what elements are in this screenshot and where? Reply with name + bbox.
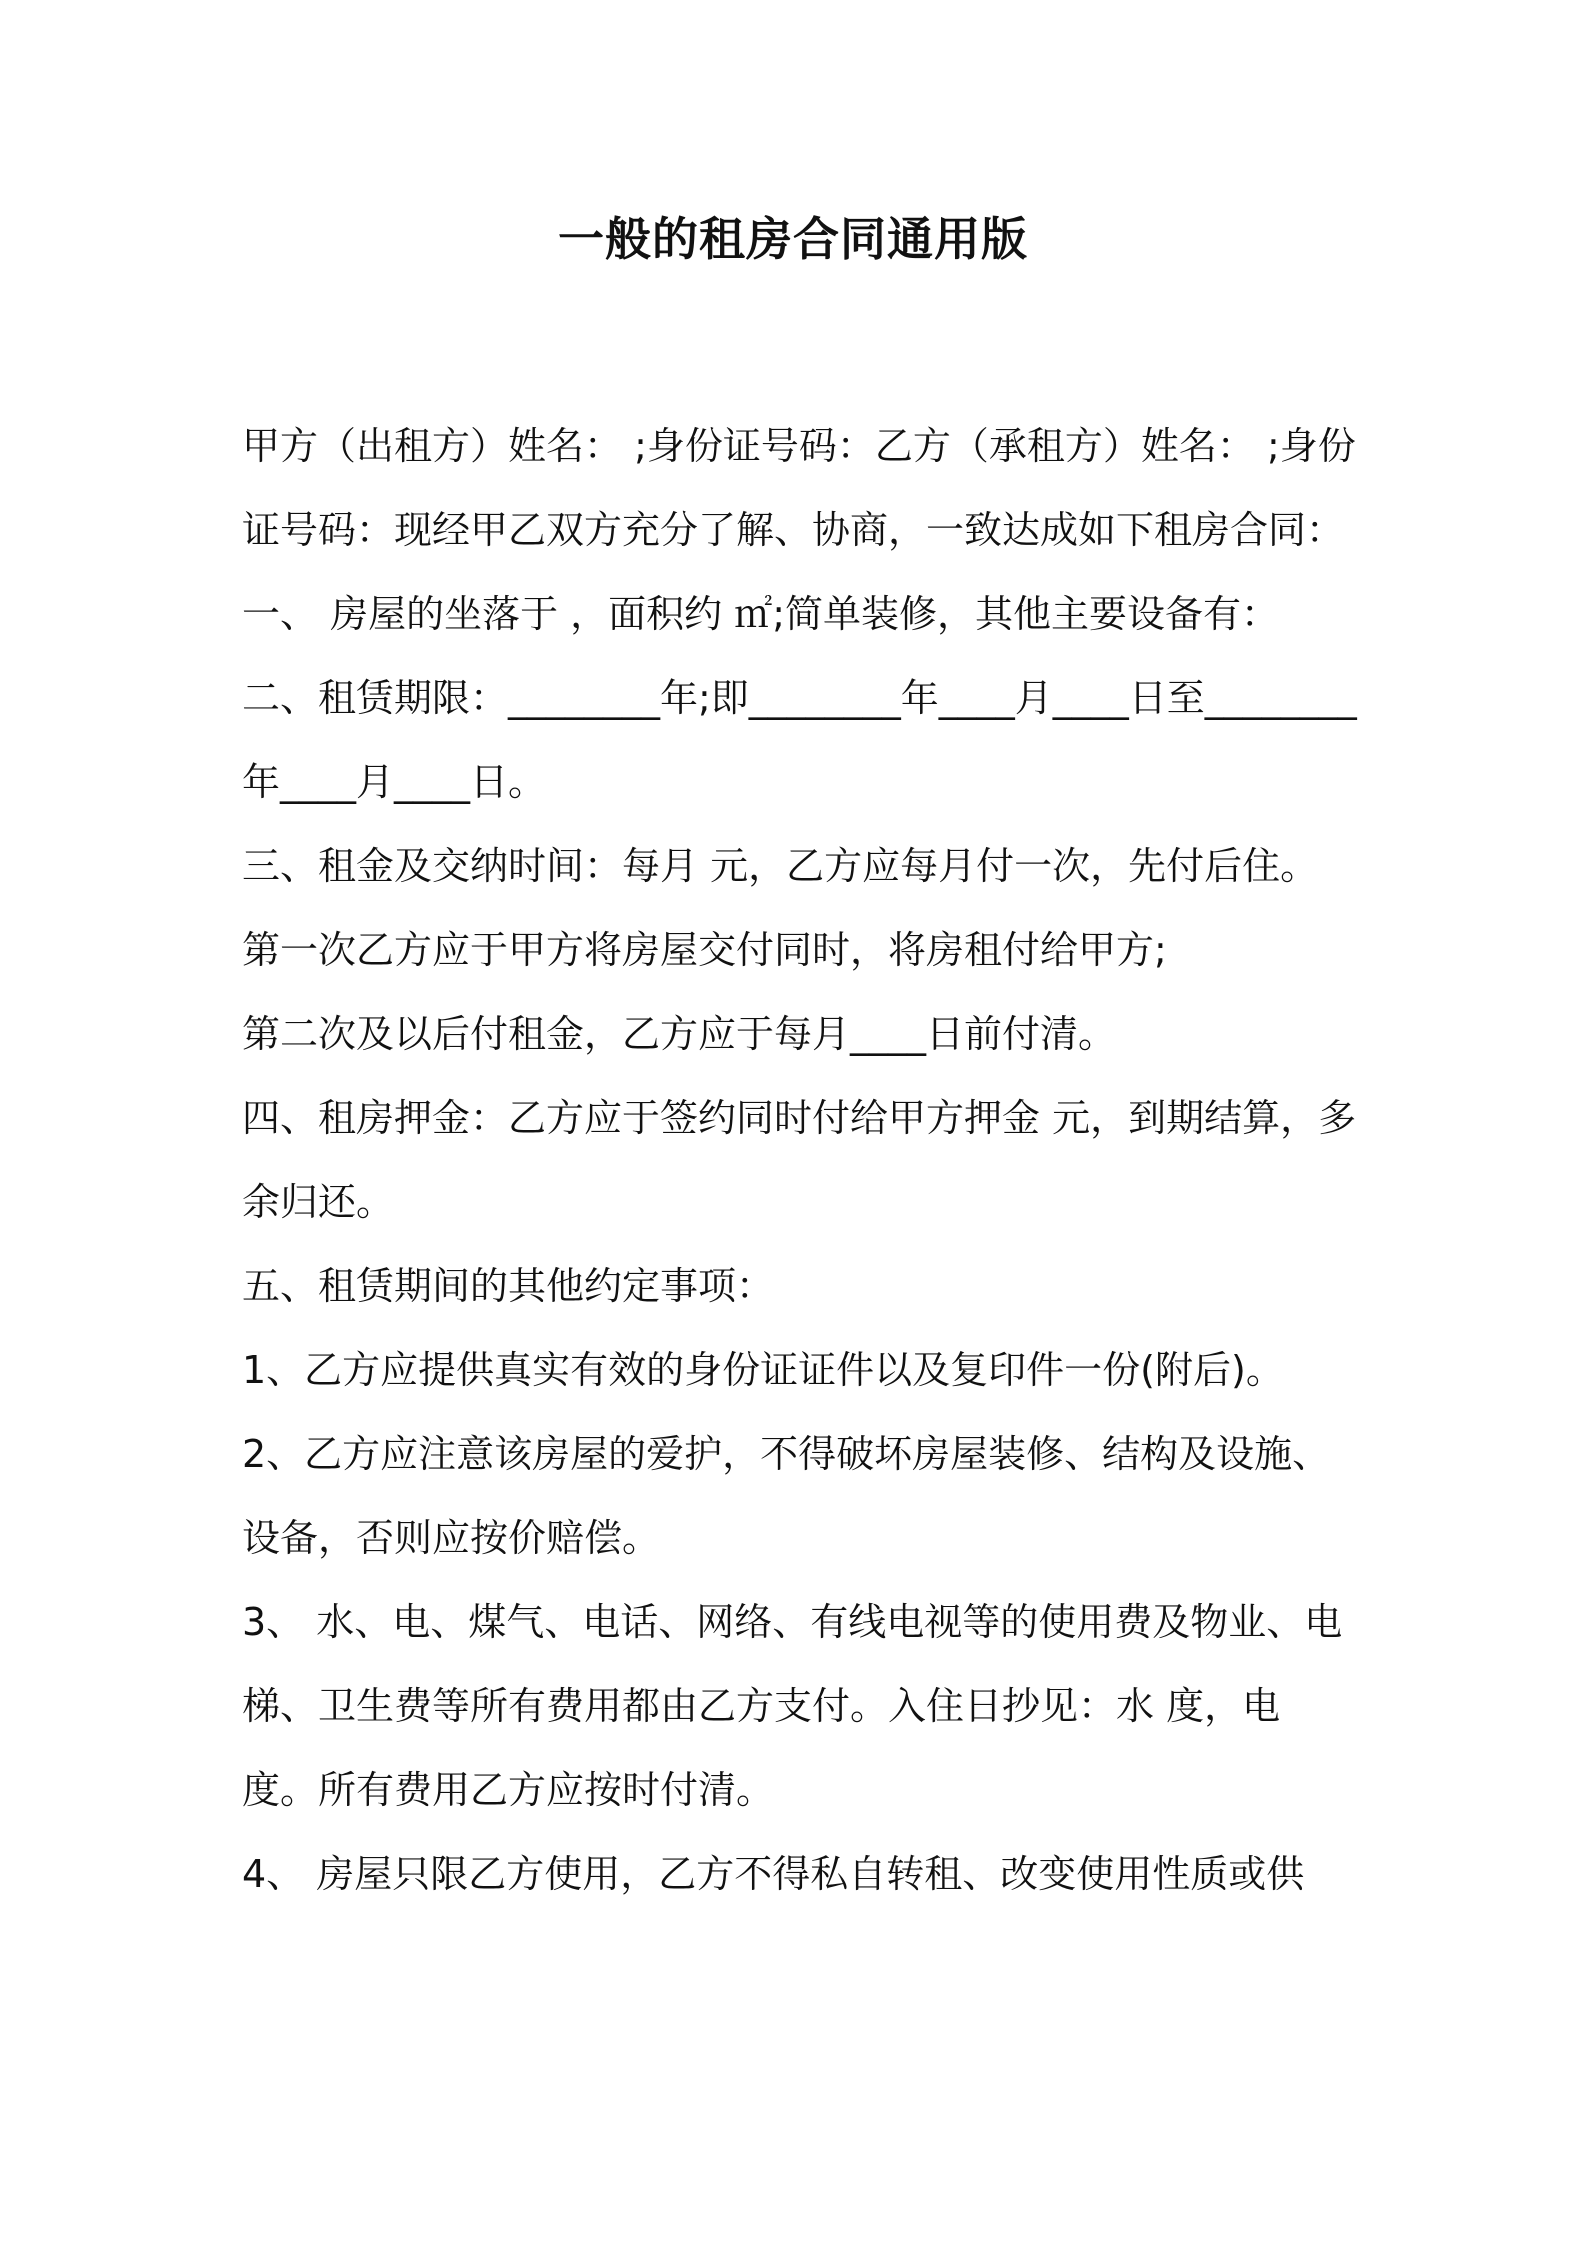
paragraph-clause-4-deposit: 四、租房押金：乙方应于签约同时付给甲方押金 元，到期结算，多余归还。 [242,1096,1357,1224]
paragraph-item-4-use: 4、 房屋只限乙方使用，乙方不得私自转租、改变使用性质或供 [242,1852,1305,1896]
document-body [242,404,1362,1916]
paragraph-clause-2-term: 二、租赁期限：________年;即________年____月____日至________年____月____日。 [242,676,1357,804]
paragraph-item-2-care: 2、乙方应注意该房屋的爱护，不得破坏房屋装修、结构及设施、设备，否则应按价赔偿。 [242,1432,1331,1560]
document-title: 一般的租房合同通用版 [558,212,1028,266]
paragraph-clause-5-heading: 五、租赁期间的其他约定事项： [242,1264,775,1308]
paragraph-clause-1-location: 一、 房屋的坐落于 ，面积约 ㎡;简单装修，其他主要设备有： [242,592,1280,636]
paragraph-clause-3-rent: 三、租金及交纳时间：每月 元，乙方应每月付一次，先付后住。 [242,844,1319,888]
paragraph-item-1-id: 1、乙方应提供真实有效的身份证证件以及复印件一份(附后)。 [242,1348,1284,1392]
paragraph-item-3-fees: 3、 水、电、煤气、电话、网络、有线电视等的使用费及物业、电梯、卫生费等所有费用都由乙方支付。入住日抄见：水 度，电 度。所有费用乙方应按时付清。 [242,1600,1343,1812]
paragraph-parties: 甲方（出租方）姓名： ;身份证号码：乙方（承租方）姓名： ;身份证号码：现经甲乙双方充分了解、协商，一致达成如下租房合同： [242,424,1356,552]
paragraph-later-payment: 第二次及以后付租金，乙方应于每月____日前付清。 [242,1012,1117,1056]
paragraph-first-payment: 第一次乙方应于甲方将房屋交付同时，将房租付给甲方; [242,928,1167,972]
